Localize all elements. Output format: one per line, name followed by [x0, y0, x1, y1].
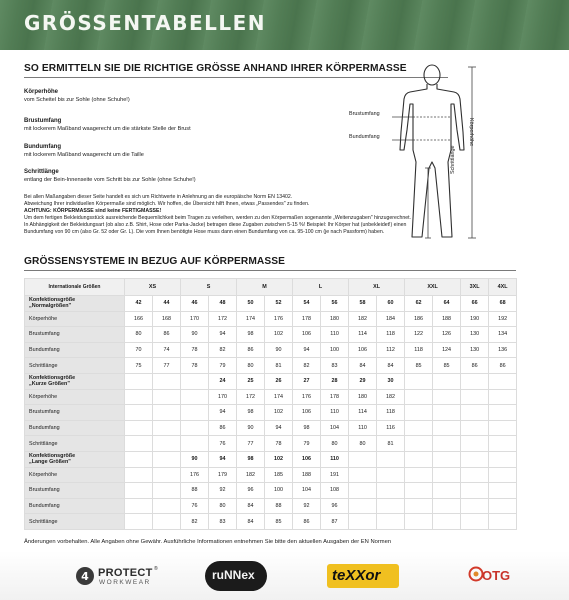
table-cell [489, 436, 517, 452]
table-cell: 192 [489, 311, 517, 327]
measure-item-title: Schrittlänge [24, 169, 59, 175]
size-cell: 98 [237, 451, 265, 467]
table-cell [405, 405, 433, 421]
table-cell [405, 514, 433, 530]
table-cell [433, 420, 461, 436]
table-cell: 94 [209, 405, 237, 421]
protect-shield-icon [75, 566, 95, 586]
table-cell [489, 498, 517, 514]
size-cell: S [181, 279, 237, 296]
table-cell: 94 [209, 327, 237, 343]
table-cell [181, 436, 209, 452]
section-title [25, 296, 125, 312]
table-cell: 106 [349, 342, 377, 358]
table-cell: 172 [209, 311, 237, 327]
table-cell [461, 405, 489, 421]
table-cell [461, 483, 489, 499]
table-cell: 82 [209, 342, 237, 358]
table-cell: 82 [293, 358, 321, 374]
table-cell [181, 405, 209, 421]
table-cell: 86 [153, 327, 181, 343]
texxor-logo [327, 564, 399, 588]
size-cell: 30 [377, 373, 405, 389]
brand-logos-bar [0, 551, 569, 600]
size-cell: 52 [265, 296, 293, 312]
table-cell [125, 467, 153, 483]
table-cell: 112 [377, 342, 405, 358]
body-measurement-figure [349, 62, 502, 247]
section-title-line: „Lange Größen" [29, 459, 71, 466]
section-title-line: Konfektionsgröße [29, 375, 76, 382]
table-cell: 84 [237, 514, 265, 530]
systems-heading: GRÖSSENSYSTEME IN BEZUG AUF KÖRPERMASSE [24, 256, 286, 267]
protect-logo [75, 566, 185, 590]
table-row [25, 358, 517, 374]
table-cell [489, 467, 517, 483]
table-cell [489, 483, 517, 499]
table-cell: 80 [321, 436, 349, 452]
size-cell: 42 [125, 296, 153, 312]
size-cell: 24 [209, 373, 237, 389]
size-cell: 58 [349, 296, 377, 312]
size-cell: 44 [153, 296, 181, 312]
table-cell: 170 [181, 311, 209, 327]
size-cell: 56 [321, 296, 349, 312]
size-cell: XS [125, 279, 181, 296]
table-cell: 174 [237, 311, 265, 327]
size-section [25, 296, 517, 374]
table-cell [153, 483, 181, 499]
table-cell [125, 405, 153, 421]
table-cell [405, 467, 433, 483]
table-cell [125, 498, 153, 514]
table-cell: 118 [377, 327, 405, 343]
table-row-label: Internationale Größen [25, 279, 125, 296]
size-section [25, 451, 517, 529]
table-row [25, 327, 517, 343]
size-cell: 3XL [461, 279, 489, 296]
table-cell: 75 [125, 358, 153, 374]
table-cell: 80 [125, 327, 153, 343]
size-table [24, 278, 517, 530]
table-cell: 182 [349, 311, 377, 327]
table-cell: 77 [237, 436, 265, 452]
otg-logo [468, 562, 512, 590]
table-row [25, 311, 517, 327]
table-row [25, 483, 517, 499]
size-cell [405, 451, 433, 467]
table-cell [433, 467, 461, 483]
table-row-label: Körperhöhe [25, 311, 125, 327]
table-cell: 76 [181, 498, 209, 514]
size-cell: 60 [377, 296, 405, 312]
table-cell: 104 [321, 420, 349, 436]
table-cell: 170 [209, 389, 237, 405]
size-section [25, 373, 517, 451]
table-cell: 90 [181, 327, 209, 343]
size-cell: 106 [293, 451, 321, 467]
table-cell [461, 498, 489, 514]
table-row [25, 498, 517, 514]
measure-item-text: entlang der Bein-Innenseite vom Schritt bis zur Sohle (ohne Schuhe!) [24, 177, 196, 183]
table-cell: 118 [377, 405, 405, 421]
table-cell: 178 [293, 311, 321, 327]
measure-item-title: Bundumfang [24, 144, 61, 150]
table-cell [153, 420, 181, 436]
table-row-label: Bundumfang [25, 420, 125, 436]
table-cell: 70 [125, 342, 153, 358]
warning-paragraph: ACHTUNG: KÖRPERMASSE sind keine FERTIGMASSE! [24, 208, 162, 214]
table-cell: 96 [321, 498, 349, 514]
info-paragraph: Um dem fertigen Bekleidungsstück ausreichende Bequemlichkeit beim Tragen zu verleihen, werden zu den Körpermaßen sogenannte „Weitenzugaben" hinzugerechnet. [24, 215, 411, 221]
table-cell: 84 [377, 358, 405, 374]
table-row [25, 514, 517, 530]
figure-label-height: Körperhöhe [468, 118, 474, 147]
figure-label-waist: Bundumfang [349, 134, 380, 140]
table-cell: 185 [265, 467, 293, 483]
table-cell: 86 [293, 514, 321, 530]
table-cell: 94 [293, 342, 321, 358]
table-cell [433, 514, 461, 530]
size-cell: 62 [405, 296, 433, 312]
table-cell: 172 [237, 389, 265, 405]
table-cell: 188 [293, 467, 321, 483]
table-cell: 114 [349, 327, 377, 343]
table-cell: 84 [237, 498, 265, 514]
section-size-row [25, 451, 517, 467]
size-cell [461, 451, 489, 467]
size-cell [377, 451, 405, 467]
table-row [25, 436, 517, 452]
table-cell [153, 514, 181, 530]
table-cell [349, 483, 377, 499]
table-cell: 176 [265, 311, 293, 327]
measure-heading: SO ERMITTELN SIE DIE RICHTIGE GRÖSSE ANHAND IHRER KÖRPERMASSE [24, 63, 407, 74]
table-cell [405, 498, 433, 514]
table-cell: 110 [321, 327, 349, 343]
table-cell [349, 467, 377, 483]
table-cell [405, 389, 433, 405]
table-cell [461, 514, 489, 530]
table-cell: 110 [321, 405, 349, 421]
table-cell [153, 436, 181, 452]
table-cell: 86 [209, 420, 237, 436]
international-sizes-row [25, 279, 517, 296]
measure-item-text: mit lockerem Maßband waagerecht um die Taille [24, 152, 144, 158]
table-cell: 126 [433, 327, 461, 343]
table-cell: 100 [265, 483, 293, 499]
table-cell [377, 514, 405, 530]
table-cell: 80 [349, 436, 377, 452]
table-cell: 81 [377, 436, 405, 452]
table-row-label: Körperhöhe [25, 467, 125, 483]
size-cell: 27 [293, 373, 321, 389]
table-cell [125, 436, 153, 452]
table-cell: 83 [209, 514, 237, 530]
runnex-logo [205, 561, 267, 591]
size-cell: 54 [293, 296, 321, 312]
size-cell: M [237, 279, 293, 296]
table-cell: 136 [489, 342, 517, 358]
table-cell [125, 483, 153, 499]
table-cell: 116 [377, 420, 405, 436]
table-cell: 122 [405, 327, 433, 343]
protect-brand-sub: WORKWEAR [99, 579, 151, 586]
table-cell [489, 420, 517, 436]
size-cell: 29 [349, 373, 377, 389]
svg-text:4: 4 [81, 570, 89, 583]
table-cell [181, 389, 209, 405]
table-cell: 104 [293, 483, 321, 499]
table-cell [433, 405, 461, 421]
table-cell: 134 [489, 327, 517, 343]
table-row [25, 342, 517, 358]
section-title-line: Konfektionsgröße [29, 297, 76, 304]
size-cell: 26 [265, 373, 293, 389]
table-row-label: Brustumfang [25, 483, 125, 499]
table-cell: 168 [153, 311, 181, 327]
table-cell [125, 420, 153, 436]
table-cell: 88 [265, 498, 293, 514]
table-cell: 83 [321, 358, 349, 374]
table-cell: 79 [293, 436, 321, 452]
table-cell: 186 [405, 311, 433, 327]
info-paragraph: Abweichung Ihrer individuellen Körpermaße sind möglich. Wir hoffen, die Übersicht hilft Ihnen, etwas „Passendes" zu finden. [24, 201, 310, 207]
table-cell [153, 405, 181, 421]
table-cell: 82 [181, 514, 209, 530]
table-cell: 77 [153, 358, 181, 374]
table-cell: 78 [181, 358, 209, 374]
table-cell: 86 [237, 342, 265, 358]
table-row-label: Bundumfang [25, 498, 125, 514]
size-cell [153, 451, 181, 467]
table-cell [461, 436, 489, 452]
table-row-label: Schrittlänge [25, 436, 125, 452]
table-cell: 86 [461, 358, 489, 374]
table-cell: 108 [321, 483, 349, 499]
size-cell: 64 [433, 296, 461, 312]
size-cell: 50 [237, 296, 265, 312]
table-cell [461, 389, 489, 405]
size-cell: 90 [181, 451, 209, 467]
table-cell: 98 [293, 420, 321, 436]
size-cell [349, 451, 377, 467]
table-cell: 124 [433, 342, 461, 358]
size-cell: XL [349, 279, 405, 296]
table-cell: 182 [237, 467, 265, 483]
table-cell [125, 389, 153, 405]
table-cell [125, 514, 153, 530]
table-cell [349, 498, 377, 514]
table-cell [153, 498, 181, 514]
table-cell: 85 [433, 358, 461, 374]
table-cell: 102 [265, 405, 293, 421]
size-cell [181, 373, 209, 389]
table-cell: 176 [181, 467, 209, 483]
table-cell: 180 [349, 389, 377, 405]
table-cell [489, 389, 517, 405]
table-cell: 80 [237, 358, 265, 374]
table-cell: 180 [321, 311, 349, 327]
systems-heading-rule [24, 270, 516, 271]
size-cell [153, 373, 181, 389]
table-cell: 182 [377, 389, 405, 405]
table-row-label: Brustumfang [25, 327, 125, 343]
size-cell [461, 373, 489, 389]
table-cell: 100 [321, 342, 349, 358]
size-cell: 66 [461, 296, 489, 312]
table-cell: 174 [265, 389, 293, 405]
runnex-brand-name: ruNNex [212, 568, 255, 582]
texxor-brand-name: teXXor [332, 567, 381, 584]
table-row [25, 389, 517, 405]
table-cell [489, 514, 517, 530]
table-cell: 74 [153, 342, 181, 358]
size-cell [433, 451, 461, 467]
size-cell [433, 373, 461, 389]
protect-brand-name: PROTECT [98, 567, 153, 579]
body-outline-icon [352, 62, 502, 247]
table-cell: 84 [349, 358, 377, 374]
table-cell: 179 [209, 467, 237, 483]
table-cell: 87 [321, 514, 349, 530]
table-cell: 85 [405, 358, 433, 374]
table-cell: 98 [237, 327, 265, 343]
table-cell: 92 [293, 498, 321, 514]
table-row-label: Schrittlänge [25, 514, 125, 530]
table-cell: 80 [209, 498, 237, 514]
table-cell: 81 [265, 358, 293, 374]
table-cell: 76 [209, 436, 237, 452]
table-cell: 130 [461, 327, 489, 343]
table-cell: 92 [209, 483, 237, 499]
protect-registered-mark: ® [154, 566, 158, 572]
table-cell: 85 [265, 514, 293, 530]
size-cell [489, 451, 517, 467]
size-cell [125, 373, 153, 389]
size-cell: 25 [237, 373, 265, 389]
section-title [25, 373, 125, 389]
size-cell: 68 [489, 296, 517, 312]
measure-item-title: Körperhöhe [24, 89, 59, 95]
table-cell [349, 514, 377, 530]
table-row [25, 405, 517, 421]
table-cell [461, 420, 489, 436]
table-cell [181, 420, 209, 436]
table-cell: 79 [209, 358, 237, 374]
table-cell: 96 [237, 483, 265, 499]
table-cell: 90 [265, 342, 293, 358]
table-cell [433, 436, 461, 452]
table-cell: 110 [349, 420, 377, 436]
table-cell: 114 [349, 405, 377, 421]
table-row-label: Schrittlänge [25, 358, 125, 374]
table-cell: 86 [489, 358, 517, 374]
size-cell: XXL [405, 279, 461, 296]
table-row [25, 467, 517, 483]
size-cell: 4XL [489, 279, 517, 296]
table-cell [433, 498, 461, 514]
table-cell: 90 [237, 420, 265, 436]
size-cell: 48 [209, 296, 237, 312]
section-title-line: „Kurze Größen" [29, 381, 70, 388]
size-cell: 102 [265, 451, 293, 467]
page-title: GRÖSSENTABELLEN [24, 11, 266, 35]
table-cell: 190 [461, 311, 489, 327]
table-cell: 78 [265, 436, 293, 452]
section-size-row [25, 296, 517, 312]
size-cell: 94 [209, 451, 237, 467]
table-cell: 88 [181, 483, 209, 499]
size-cell [489, 373, 517, 389]
table-cell: 130 [461, 342, 489, 358]
table-cell: 106 [293, 405, 321, 421]
table-cell: 102 [265, 327, 293, 343]
table-cell: 184 [377, 311, 405, 327]
section-size-row [25, 373, 517, 389]
section-title [25, 451, 125, 467]
table-cell [461, 467, 489, 483]
size-cell [125, 451, 153, 467]
measure-item-text: vom Scheitel bis zur Sohle (ohne Schuhe!) [24, 97, 130, 103]
table-cell [433, 483, 461, 499]
table-cell [377, 467, 405, 483]
table-row [25, 420, 517, 436]
disclaimer-note: Änderungen vorbehalten. Alle Angaben ohne Gewähr. Ausführliche Informationen entnehmen Sie bitte den aktuellen Ausgaben der EN Normen [24, 539, 392, 545]
table-cell [433, 389, 461, 405]
size-cell [405, 373, 433, 389]
table-cell: 106 [293, 327, 321, 343]
table-row-label: Körperhöhe [25, 389, 125, 405]
table-cell [153, 389, 181, 405]
table-cell: 78 [181, 342, 209, 358]
table-cell: 98 [237, 405, 265, 421]
table-cell: 176 [293, 389, 321, 405]
table-cell [377, 498, 405, 514]
measure-item-title: Brustumfang [24, 118, 62, 124]
size-cell: L [293, 279, 349, 296]
info-paragraph: Bei allen Maßangaben dieser Seite handelt es sich um Richtwerte in Anlehnung an die europäische Norm EN 13402. [24, 194, 293, 200]
table-cell [377, 483, 405, 499]
info-paragraph: Bundumfang von 90 cm (also Gr. 52 oder Gr. L). Die vom Ihnen benötigte Hose muss dann einen Bundumfang von ca. 95-100 cm (je nach Passform) haben. [24, 229, 385, 235]
info-paragraph: In Abhängigkeit der Bekleidungsart (ob also z.B. Shirt, Hose oder Parka-Jacke) betragen diese Zugaben zwischen 5-15 %! Beispiel: Ihr Körper hat (unbekleidet!) einen [24, 222, 407, 228]
header-banner [0, 0, 569, 50]
figure-label-chest: Brustumfang [349, 111, 380, 117]
figure-label-inseam: Schrittlänge [450, 145, 456, 174]
table-cell [405, 436, 433, 452]
size-cell: 28 [321, 373, 349, 389]
table-cell [405, 420, 433, 436]
table-cell [489, 405, 517, 421]
measure-item-text: mit lockerem Maßband waagerecht um die stärkste Stelle der Brust [24, 126, 191, 132]
section-title-line: „Normalgrößen" [29, 303, 72, 310]
section-title-line: Konfektionsgröße [29, 453, 76, 460]
table-cell: 191 [321, 467, 349, 483]
table-row-label: Brustumfang [25, 405, 125, 421]
table-cell: 118 [405, 342, 433, 358]
otg-brand-name: OTG [482, 568, 511, 583]
table-cell: 178 [321, 389, 349, 405]
table-row-label: Bundumfang [25, 342, 125, 358]
size-cell: 110 [321, 451, 349, 467]
size-cell: 46 [181, 296, 209, 312]
table-cell [153, 467, 181, 483]
table-cell [405, 483, 433, 499]
table-cell: 94 [265, 420, 293, 436]
table-cell: 166 [125, 311, 153, 327]
table-cell: 188 [433, 311, 461, 327]
